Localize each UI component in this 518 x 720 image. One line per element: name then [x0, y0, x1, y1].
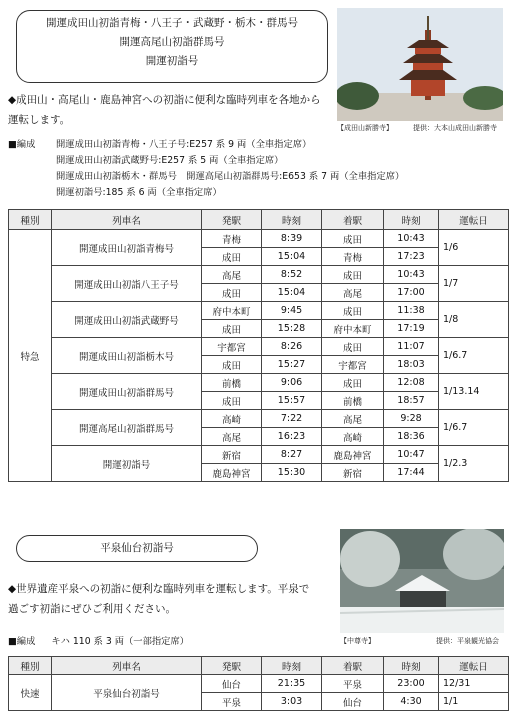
header-type: 種別	[9, 210, 52, 230]
section1-header-row	[9, 210, 509, 230]
train-name-cell: 開運初詣号	[52, 446, 202, 482]
departure-station-cell: 仙台	[202, 675, 262, 693]
arrival-station-cell: 高尾	[322, 284, 384, 302]
departure-time-cell: 15:57	[262, 392, 322, 410]
hensei-line-1: 開運成田山初詣青梅・八王子号:E257 系 9 両（全車指定席）	[56, 139, 312, 150]
table-row	[9, 675, 509, 693]
section2-hensei-label: ■編成	[8, 636, 36, 647]
departure-station-cell: 新宿	[202, 446, 262, 464]
arrival-time-cell: 17:19	[384, 320, 439, 338]
arrival-time-cell: 18:36	[384, 428, 439, 446]
train-name-cell: 開運成田山初詣栃木号	[52, 338, 202, 374]
train-name-cell: 開運成田山初詣武蔵野号	[52, 302, 202, 338]
header-departure-station: 発駅	[202, 657, 262, 675]
operation-days-cell: 1/6.7	[439, 410, 509, 446]
header-arrival-time: 時刻	[384, 210, 439, 230]
departure-station-cell: 前橋	[202, 374, 262, 392]
section1-hensei-list	[56, 137, 404, 201]
departure-station-cell: 宇都宮	[202, 338, 262, 356]
header-operation-days: 運転日	[439, 210, 509, 230]
table-row	[9, 446, 509, 464]
arrival-time-cell: 4:30	[384, 693, 439, 711]
train-type-cell: 快速	[9, 675, 52, 711]
operation-days-cell: 1/7	[439, 266, 509, 302]
operation-days-cell: 1/2.3	[439, 446, 509, 482]
header-operation-days: 運転日	[439, 657, 509, 675]
hensei-line-3: 開運成田山初詣栃木・群馬号 開運高尾山初詣群馬号:E653 系 7 両（全車指定席）	[56, 171, 405, 182]
header-arrival-time: 時刻	[384, 657, 439, 675]
chusonji-photo-credit: 提供：平泉観光協会	[436, 637, 499, 645]
section2-hensei-text: キハ 110 系 3 両（一部指定席）	[51, 636, 190, 647]
departure-station-cell: 成田	[202, 356, 262, 374]
arrival-station-cell: 成田	[322, 374, 384, 392]
section1-timetable	[8, 209, 509, 482]
arrival-station-cell: 仙台	[322, 693, 384, 711]
section2-lead-line-2: 過ごす初詣にぜひご利用ください。	[8, 603, 176, 615]
arrival-time-cell: 17:23	[384, 248, 439, 266]
departure-station-cell: 成田	[202, 320, 262, 338]
arrival-station-cell: 成田	[322, 302, 384, 320]
arrival-station-cell: 平泉	[322, 675, 384, 693]
operation-days-cell: 12/31	[439, 675, 509, 693]
departure-station-cell: 成田	[202, 284, 262, 302]
departure-station-cell: 成田	[202, 392, 262, 410]
departure-station-cell: 平泉	[202, 693, 262, 711]
naritasan-photo-caption: 【成田山新勝寺】	[337, 124, 393, 132]
train-name-cell: 開運成田山初詣八王子号	[52, 266, 202, 302]
arrival-time-cell: 23:00	[384, 675, 439, 693]
arrival-time-cell: 17:44	[384, 464, 439, 482]
departure-time-cell: 8:27	[262, 446, 322, 464]
table-row	[9, 338, 509, 356]
train-name-cell: 開運成田山初詣青梅号	[52, 230, 202, 266]
departure-station-cell: 青梅	[202, 230, 262, 248]
hensei-line-4: 開運初詣号:185 系 6 両（全車指定席）	[56, 187, 222, 198]
departure-time-cell: 8:39	[262, 230, 322, 248]
departure-time-cell: 15:30	[262, 464, 322, 482]
operation-days-cell: 1/6.7	[439, 338, 509, 374]
naritasan-photo-credit: 提供：大本山成田山新勝寺	[413, 124, 497, 132]
departure-station-cell: 成田	[202, 248, 262, 266]
naritasan-photo	[337, 8, 503, 121]
section1-title-line-2: 開運高尾山初詣群馬号	[119, 36, 225, 48]
section1-lead	[8, 90, 338, 130]
departure-time-cell: 21:35	[262, 675, 322, 693]
header-departure-time: 時刻	[262, 657, 322, 675]
departure-time-cell: 15:04	[262, 284, 322, 302]
arrival-time-cell: 18:03	[384, 356, 439, 374]
section1-title-box	[16, 10, 328, 83]
header-departure-time: 時刻	[262, 210, 322, 230]
header-train-name: 列車名	[52, 657, 202, 675]
train-name-cell: 開運成田山初詣群馬号	[52, 374, 202, 410]
departure-time-cell: 15:28	[262, 320, 322, 338]
section1-lead-line-1: ◆成田山・高尾山・鹿島神宮への初詣に便利な臨時列車を各地から	[8, 94, 321, 106]
section2-title-box	[16, 535, 258, 562]
section1-title-line-3: 開運初詣号	[145, 55, 199, 67]
header-type: 種別	[9, 657, 52, 675]
departure-time-cell: 15:04	[262, 248, 322, 266]
operation-days-cell: 1/13.14	[439, 374, 509, 410]
chusonji-photo-caption: 【中尊寺】	[340, 637, 375, 645]
arrival-time-cell: 10:43	[384, 266, 439, 284]
departure-time-cell: 16:23	[262, 428, 322, 446]
arrival-station-cell: 新宿	[322, 464, 384, 482]
train-name-cell: 開運高尾山初詣群馬号	[52, 410, 202, 446]
arrival-station-cell: 府中本町	[322, 320, 384, 338]
train-type-cell: 特急	[9, 230, 52, 482]
header-arrival-station: 着駅	[322, 657, 384, 675]
departure-time-cell: 3:03	[262, 693, 322, 711]
arrival-time-cell: 17:00	[384, 284, 439, 302]
departure-station-cell: 府中本町	[202, 302, 262, 320]
operation-days-cell: 1/1	[439, 693, 509, 711]
arrival-time-cell: 12:08	[384, 374, 439, 392]
arrival-time-cell: 10:43	[384, 230, 439, 248]
departure-station-cell: 鹿島神宮	[202, 464, 262, 482]
section2-timetable	[8, 656, 509, 711]
header-departure-station: 発駅	[202, 210, 262, 230]
operation-days-cell: 1/8	[439, 302, 509, 338]
departure-time-cell: 8:52	[262, 266, 322, 284]
arrival-station-cell: 青梅	[322, 248, 384, 266]
table-row	[9, 410, 509, 428]
section1-hensei-label: ■編成	[8, 139, 36, 150]
arrival-station-cell: 宇都宮	[322, 356, 384, 374]
arrival-station-cell: 成田	[322, 338, 384, 356]
header-arrival-station: 着駅	[322, 210, 384, 230]
departure-time-cell: 9:06	[262, 374, 322, 392]
arrival-station-cell: 高崎	[322, 428, 384, 446]
operation-days-cell: 1/6	[439, 230, 509, 266]
departure-time-cell: 7:22	[262, 410, 322, 428]
departure-station-cell: 高崎	[202, 410, 262, 428]
arrival-time-cell: 18:57	[384, 392, 439, 410]
section2-lead-line-1: ◆世界遺産平泉への初詣に便利な臨時列車を運転します。平泉で	[8, 583, 310, 595]
table-row	[9, 374, 509, 392]
departure-station-cell: 高尾	[202, 428, 262, 446]
section1-lead-line-2: 運転します。	[8, 114, 71, 126]
hensei-line-2: 開運成田山初詣武蔵野号:E257 系 5 両（全車指定席）	[56, 155, 284, 166]
table-row	[9, 302, 509, 320]
section2-header-row	[9, 657, 509, 675]
arrival-time-cell: 10:47	[384, 446, 439, 464]
arrival-station-cell: 成田	[322, 266, 384, 284]
section2-lead	[8, 579, 340, 619]
arrival-station-cell: 成田	[322, 230, 384, 248]
train-name-cell: 平泉仙台初詣号	[52, 675, 202, 711]
section1-title-line-1: 開運成田山初詣青梅・八王子・武蔵野・栃木・群馬号	[46, 17, 298, 29]
departure-time-cell: 9:45	[262, 302, 322, 320]
arrival-station-cell: 鹿島神宮	[322, 446, 384, 464]
section2-hensei	[8, 634, 189, 650]
table-row	[9, 230, 509, 248]
arrival-station-cell: 前橋	[322, 392, 384, 410]
departure-station-cell: 高尾	[202, 266, 262, 284]
arrival-time-cell: 9:28	[384, 410, 439, 428]
table-row	[9, 266, 509, 284]
arrival-time-cell: 11:07	[384, 338, 439, 356]
departure-time-cell: 15:27	[262, 356, 322, 374]
section2-title: 平泉仙台初詣号	[100, 542, 174, 554]
departure-time-cell: 8:26	[262, 338, 322, 356]
arrival-station-cell: 高尾	[322, 410, 384, 428]
arrival-time-cell: 11:38	[384, 302, 439, 320]
chusonji-photo	[340, 529, 504, 633]
header-train-name: 列車名	[52, 210, 202, 230]
